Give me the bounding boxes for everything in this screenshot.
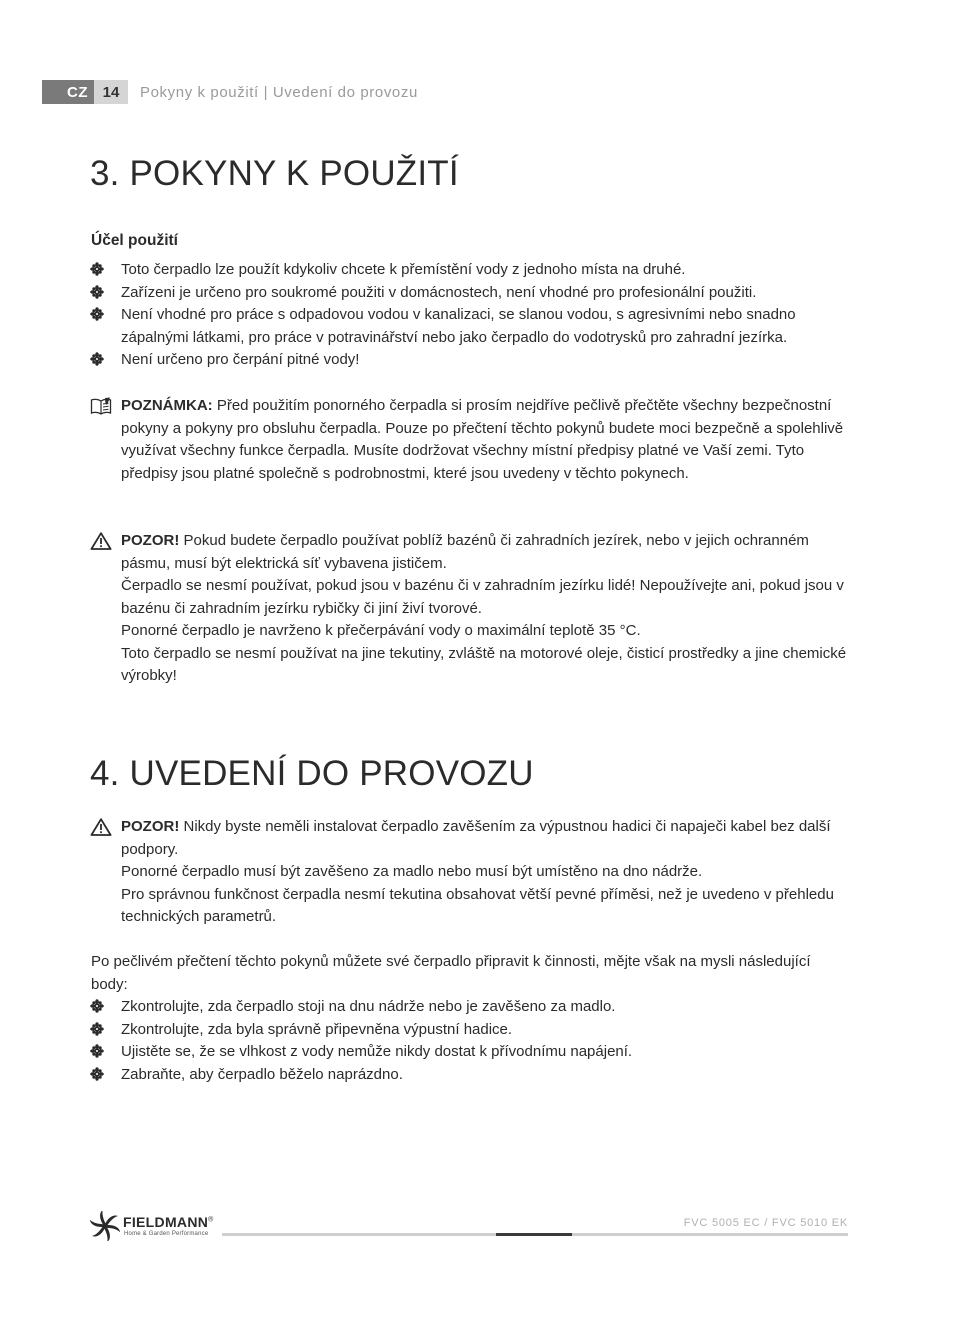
bullet-text: Zkontrolujte, zda byla správně připevněna výpustní hadice. [121,1020,513,1038]
flower-bullet-icon [90,352,104,366]
flower-bullet-icon [90,285,104,299]
flower-bullet-icon [90,262,104,276]
warning-block [90,530,850,688]
purpose-bullet-list [90,259,850,372]
bullet-text: Ujistěte se, že se vlhkost z vody nemůže nikdy dostat k přívodnímu napájení. [121,1043,633,1060]
flower-bullet-icon [90,1022,104,1036]
flower-bullet-icon [90,307,104,321]
language-tab: CZ [42,80,94,104]
page-header [42,80,418,104]
list-item [90,1019,850,1042]
warning-line: Ponorné čerpadlo musí být zavěšeno za madlo nebo musí být umístěno na dno nádrže. [121,863,703,880]
bullet-text: Toto čerpadlo lze použít kdykoliv chcete k přemístění vody z jednoho místa na druhé. [121,261,686,278]
section-4-title: 4. UVEDENÍ DO PROVOZU [90,754,534,793]
warning-triangle-icon [90,818,112,836]
running-title: Pokyny k použití | Uvedení do provozu [140,83,418,101]
list-item [90,1041,850,1064]
subheading-purpose: Účel použití [91,232,178,249]
list-item [90,1064,850,1087]
setup-bullet-list [90,996,850,1086]
flower-bullet-icon [90,1067,104,1081]
note-label: POZNÁMKA: [121,397,213,414]
bullet-text: Není určeno pro čerpání pitné vody! [121,351,360,368]
page-number: 14 [94,80,128,104]
warning-line: Čerpadlo se nesmí používat, pokud jsou v bazénu či v zahradním jezírku lidé! Nepoužívejte ani, pokud jsou v bazénu či zahradním jezírku rybičky či jiní živí tvorové. [121,577,844,617]
note-text: Před použitím ponorného čerpadla si prosím nejdříve pečlivě přečtěte všechny bezpečnostní pokyny a pokyny pro obsluhu čerpadla. Pouze po přečtení těchto pokynů budete moci bezpečně a spolehlivě využívat všechny funkce čerpadla. Musíte dodržovat všechny místní předpisy platné ve Vaší zemi. Tyto předpisy jsou platné společně s podrobnostmi, které jsou uvedeny v těchto pokynech. [121,397,844,482]
warning-triangle-icon [90,532,112,550]
footer-rule-accent [496,1233,572,1236]
flower-bullet-icon [90,999,104,1013]
list-item [90,349,850,372]
intro-paragraph: Po pečlivém přečtení těchto pokynů můžete své čerpadlo připravit k činnosti, mějte však na mysli následující body: [91,953,811,993]
list-item [90,996,850,1019]
section-3-title: 3. POKYNY K POUŽITÍ [90,154,459,193]
warning-text: Nikdy byste neměli instalovat čerpadlo zavěšením za výpustnou hadici či napaječi kabel bez další podpory. [121,818,831,858]
registered-mark: ® [208,1216,214,1224]
bullet-text: Zařízeni je určeno pro soukromé použiti v domácnostech, není vhodné pro profesionální použiti. [121,283,757,301]
warning-block [90,816,850,929]
warning-line: Pro správnou funkčnost čerpadla nesmí tekutina obsahovat větší pevné příměsi, než je uvedeno v přehledu technických parametrů. [121,885,834,925]
warning-line: Toto čerpadlo se nesmí používat na jine tekutiny, zvláště na motorové oleje, čisticí prostředky a jine chemické výrobky! [121,644,847,684]
bullet-text: Zabraňte, aby čerpadlo běželo naprázdno. [121,1065,403,1083]
warning-label: POZOR! [121,532,180,549]
bullet-text: Není vhodné pro práce s odpadovou vodou v kanalizaci, se slanou vodou, s agresivními nebo snadno zápalnými látkami, pro práce v potravinářství nebo jako čerpadlo do vodotrysků pro zahradní jezírka. [121,306,796,346]
brand-tagline: Home & Garden Performance [124,1231,209,1237]
bullet-text: Zkontrolujte, zda čerpadlo stoji na dnu nádrže nebo je zavěšeno za madlo. [121,998,616,1015]
note-block [90,395,850,485]
warning-text: Pokud budete čerpadlo používat poblíž bazénů či zahradních jezírek, nebo v jejich ochranném pásmu, musí být elektrická síť vybavena jističem. [121,532,809,572]
model-number: FVC 5005 EC / FVC 5010 EK [683,1217,848,1229]
warning-line: Ponorné čerpadlo je navrženo k přečerpávání vody o maximální teplotě 35 °C. [121,622,641,639]
warning-label: POZOR! [121,818,180,835]
list-item [90,282,850,305]
flower-bullet-icon [90,1044,104,1058]
open-book-icon [90,397,112,415]
brand-logo [90,1211,222,1243]
list-item [90,259,850,282]
fieldmann-swirl-icon [90,1211,120,1241]
list-item [90,304,850,349]
brand-name: FIELDMANN [123,1214,209,1230]
